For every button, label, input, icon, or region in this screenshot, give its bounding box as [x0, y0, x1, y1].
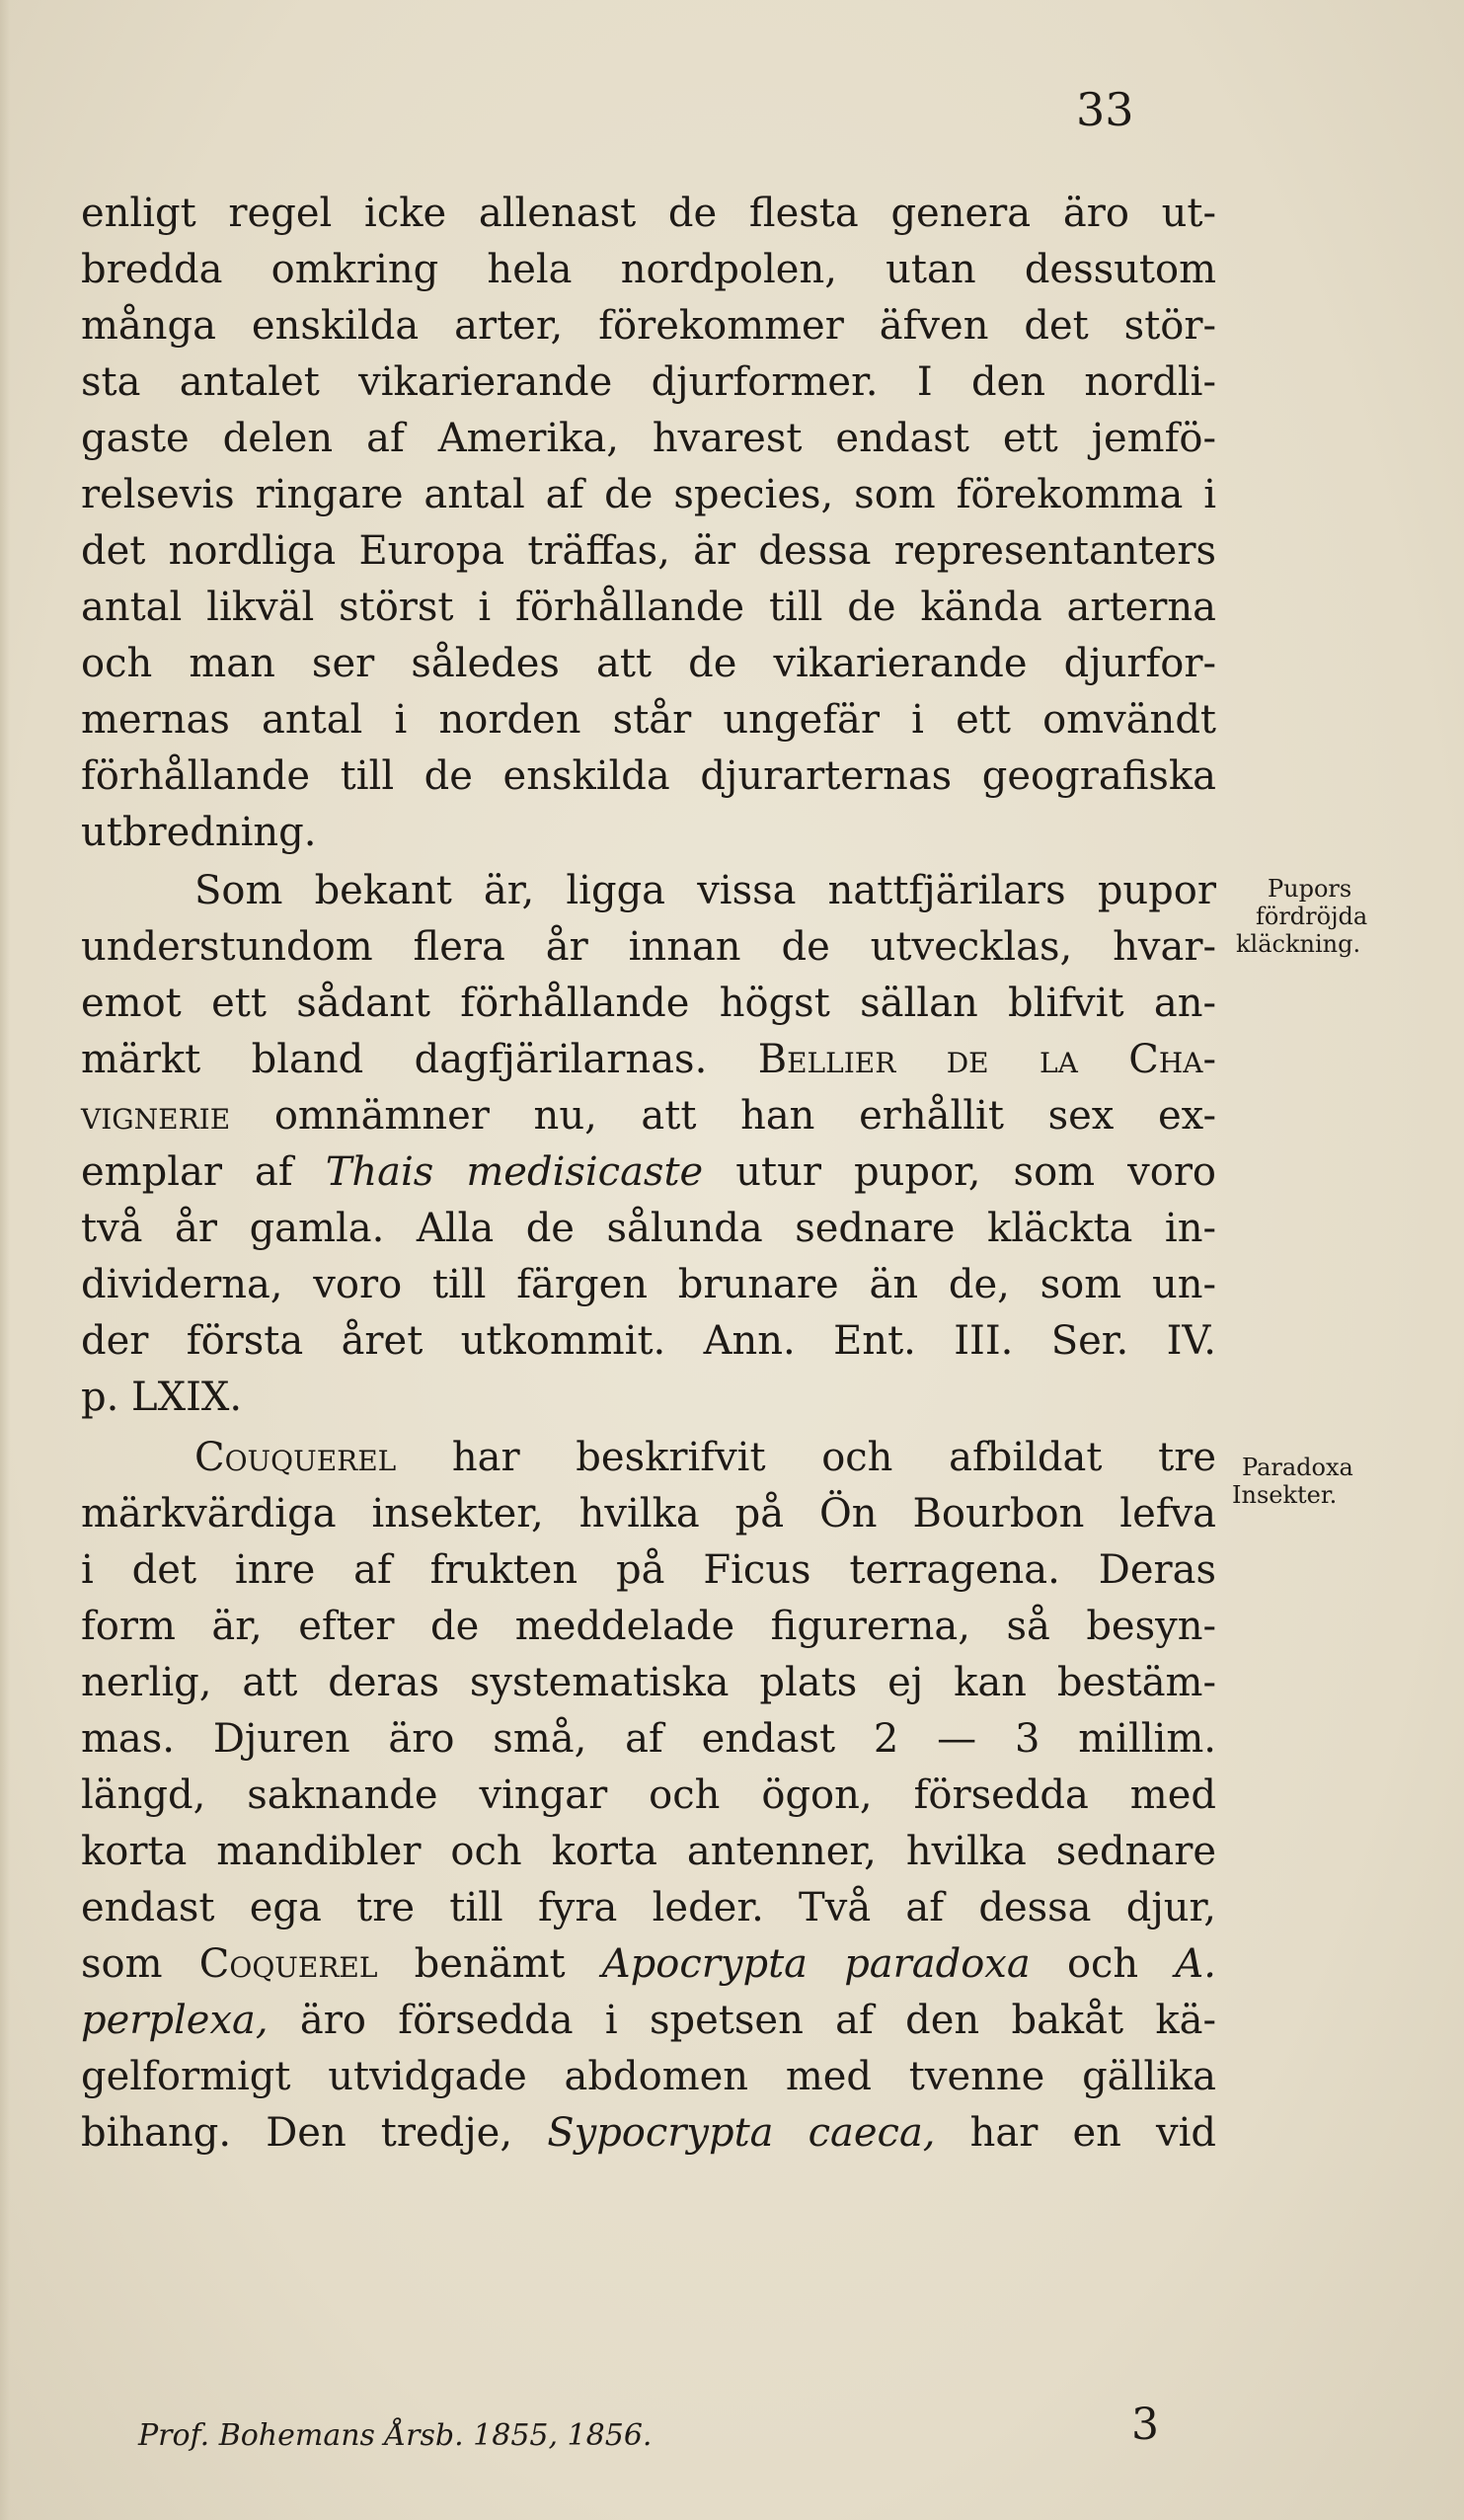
text-line: förhållande till de enskilda djurarternas geografiska: [81, 753, 1216, 799]
text-line: utbredning.: [81, 810, 317, 855]
text-run: har beskrifvit och afbildat tre: [451, 1435, 1216, 1480]
text-line: dividerna, voro till färgen brunare än de, som un-: [81, 1262, 1216, 1307]
text-line: bredda omkring hela nordpolen, utan dessutom: [81, 247, 1216, 292]
author-name: Coquerel: [198, 1941, 378, 1987]
text-line: antal likväl störst i förhållande till de kända arterna: [81, 585, 1216, 630]
text-line: [81, 1149, 1217, 1195]
text-line: korta mandibler och korta antenner, hvilka sednare: [81, 1829, 1216, 1874]
text-line: [81, 2110, 1216, 2156]
text-line: sta antalet vikarierande djurformer. I den nordli-: [81, 359, 1216, 405]
footer-citation: Prof. Bohemans Årsb. 1855, 1856.: [138, 2418, 653, 2453]
text-line: [81, 1093, 1216, 1139]
text-run: benämt: [414, 1941, 566, 1987]
page-number: 33: [1076, 83, 1134, 136]
species-name: A.: [1175, 1941, 1217, 1987]
margin-note-pupors: [1228, 875, 1460, 958]
text-line: p. LXIX.: [81, 1375, 243, 1420]
text-line: understundom flera år innan de utvecklas, hvar-: [81, 924, 1216, 970]
text-line: form är, efter de meddelade figurerna, så besyn-: [81, 1604, 1216, 1649]
author-name: Bellier de la Cha-: [757, 1037, 1216, 1082]
species-name: Sypocrypta caeca,: [547, 2110, 936, 2156]
text-line: märkvärdiga insekter, hvilka på Ön Bourbon lefva: [81, 1491, 1216, 1536]
text-line: [81, 1435, 1216, 1480]
text-line: [81, 1998, 1217, 2043]
text-run: omnämner nu, att han erhållit sex ex-: [273, 1093, 1216, 1139]
text-line: der första året utkommit. Ann. Ent. III. Ser. IV.: [81, 1318, 1216, 1364]
text-run: som: [81, 1941, 163, 1987]
text-line: [81, 1037, 1216, 1082]
text-line: [81, 1941, 1217, 1987]
text-run: bihang. Den tredje,: [81, 2110, 513, 2156]
text-run: emplar af: [81, 1149, 293, 1195]
margin-note-line: Pupors: [1268, 875, 1352, 903]
author-name: vignerie: [81, 1093, 231, 1139]
text-run: märkt bland dagfjärilarnas.: [81, 1037, 708, 1082]
text-run: och: [1066, 1941, 1139, 1987]
margin-note-paradoxa: [1228, 1454, 1460, 1509]
signature-mark: 3: [1131, 2400, 1159, 2450]
species-name: perplexa,: [81, 1998, 269, 2043]
margin-note-line: kläckning.: [1236, 930, 1361, 958]
author-name: Couquerel: [194, 1435, 397, 1480]
text-run: utur pupor, som voro: [735, 1149, 1217, 1195]
text-line: två år gamla. Alla de sålunda sednare kläckta in-: [81, 1206, 1216, 1251]
text-line: endast ega tre till fyra leder. Två af dessa djur,: [81, 1885, 1216, 1930]
text-line: emot ett sådant förhållande högst sällan blifvit an-: [81, 981, 1216, 1026]
margin-note-line: fördröjda: [1256, 903, 1368, 930]
margin-note-line: Paradoxa: [1242, 1454, 1353, 1481]
text-line: Som bekant är, ligga vissa nattfjärilars pupor: [194, 868, 1216, 913]
text-line: nerlig, att deras systematiska plats ej kan bestäm-: [81, 1660, 1216, 1705]
text-line: längd, saknande vingar och ögon, försedda med: [81, 1772, 1216, 1818]
species-name: Thais medisicaste: [325, 1149, 704, 1195]
text-line: relsevis ringare antal af de species, som förekomma i: [81, 472, 1216, 517]
text-line: och man ser således att de vikarierande djurfor-: [81, 641, 1216, 686]
text-run: har en vid: [969, 2110, 1216, 2156]
text-line: gaste delen af Amerika, hvarest endast ett jemfö-: [81, 416, 1216, 461]
text-line: gelformigt utvidgade abdomen med tvenne gällika: [81, 2054, 1216, 2099]
species-name: Apocrypta paradoxa: [601, 1941, 1031, 1987]
text-run: äro försedda i spetsen af den bakåt kä-: [299, 1998, 1217, 2043]
text-line: det nordliga Europa träffas, är dessa representanters: [81, 528, 1216, 574]
text-line: enligt regel icke allenast de flesta genera äro ut-: [81, 191, 1216, 236]
binding-edge: [0, 0, 10, 2520]
text-line: i det inre af frukten på Ficus terragena. Deras: [81, 1547, 1216, 1593]
margin-note-line: Insekter.: [1232, 1481, 1338, 1509]
text-line: mas. Djuren äro små, af endast 2 — 3 millim.: [81, 1716, 1216, 1762]
text-line: mernas antal i norden står ungefär i ett omvändt: [81, 697, 1216, 743]
text-line: många enskilda arter, förekommer äfven det stör-: [81, 303, 1216, 349]
